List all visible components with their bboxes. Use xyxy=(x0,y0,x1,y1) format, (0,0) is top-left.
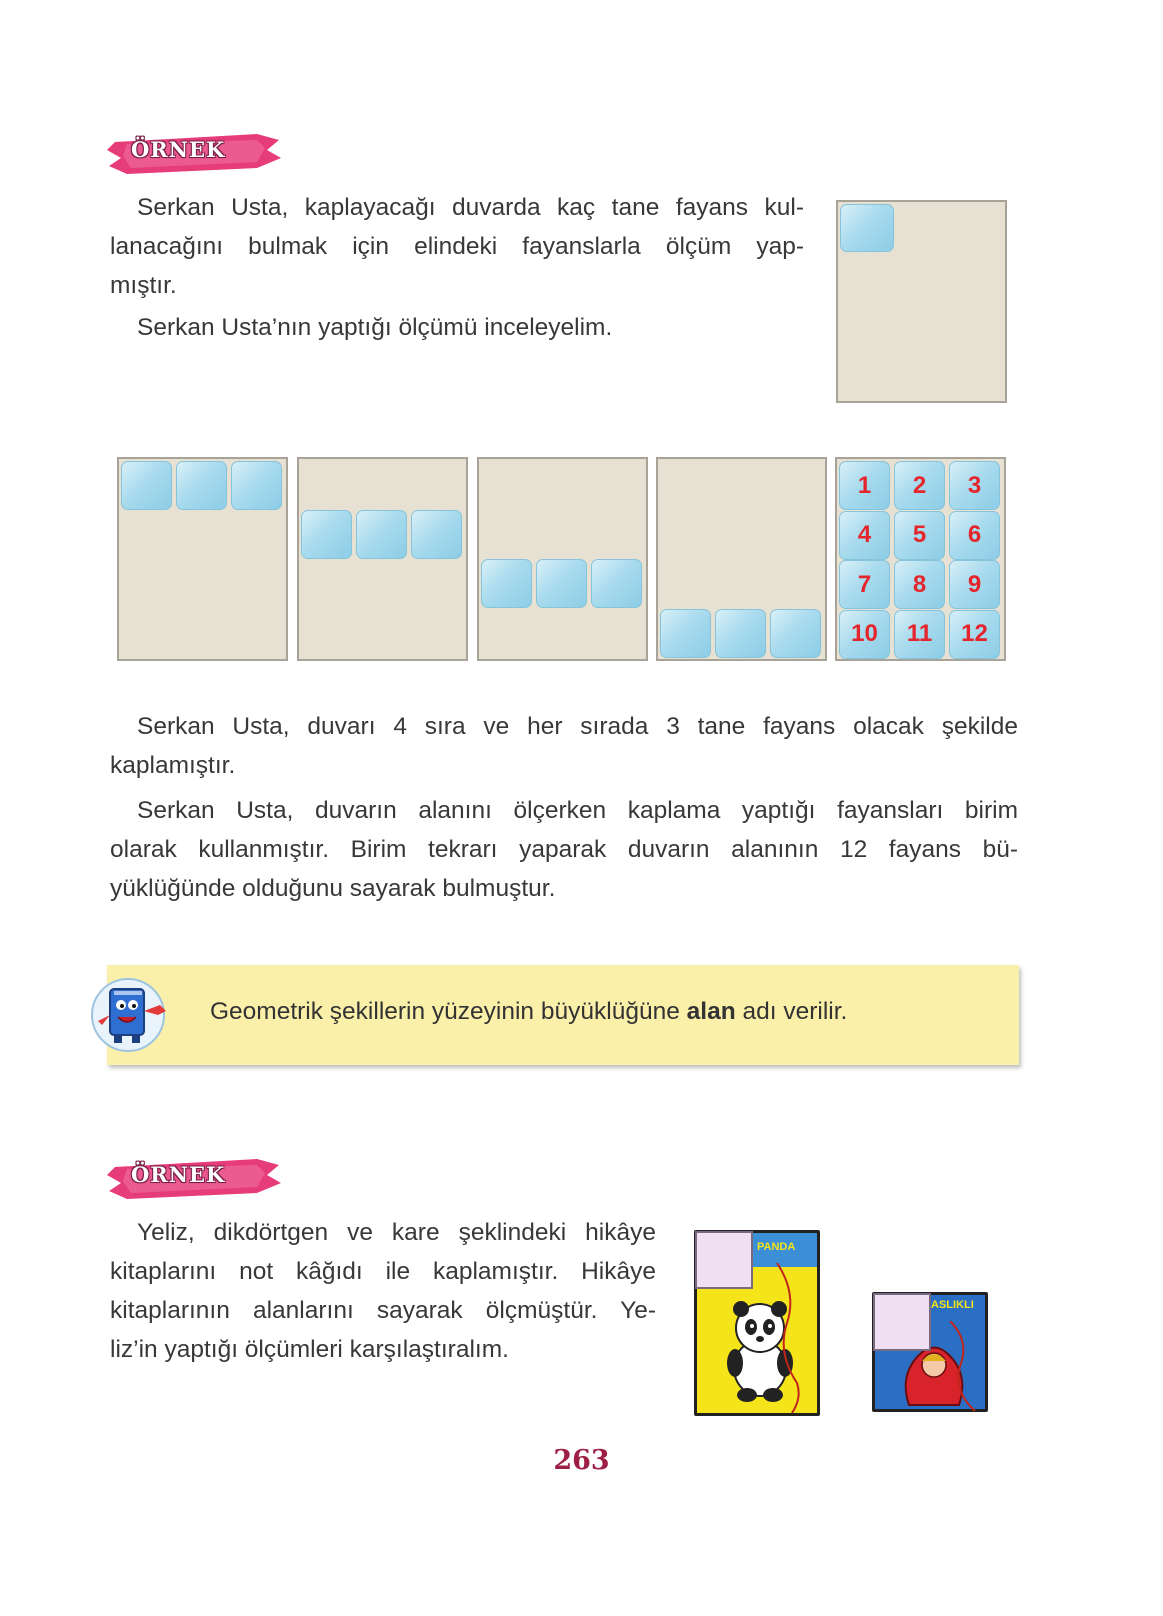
numbered-tile: 10 xyxy=(839,610,890,659)
text-line: Serkan Usta, kaplayacağı duvarda kaç tane fayans kul- xyxy=(137,194,804,221)
numbered-tile: 7 xyxy=(839,560,890,609)
numbered-tile: 9 xyxy=(949,560,1000,609)
example1-paragraph2: Serkan Usta’nın yaptığı ölçümü inceleyelim. xyxy=(137,314,613,341)
tile xyxy=(121,461,172,510)
book-string-decoration xyxy=(945,1321,985,1411)
wall-numbered-tiles xyxy=(835,457,1006,661)
tile xyxy=(715,609,766,658)
numbered-tile: 4 xyxy=(839,511,890,560)
text-line: mıştır. xyxy=(110,272,177,299)
book-title: ASLIKLI xyxy=(931,1299,974,1311)
explanation-paragraph-1 xyxy=(110,707,1018,785)
numbered-tile: 6 xyxy=(949,511,1000,560)
example-badge xyxy=(107,128,282,178)
definition-term: alan xyxy=(686,998,736,1025)
book-mascot-icon xyxy=(90,975,174,1053)
definition-text xyxy=(210,998,847,1026)
numbered-tile: 11 xyxy=(894,610,945,659)
tile xyxy=(840,204,894,252)
example-badge-label: ÖRNEK xyxy=(131,137,226,162)
text-line: kaplamıştır. xyxy=(110,752,236,779)
text-line: liz’in yaptığı ölçümleri karşılaştıralım. xyxy=(110,1336,509,1363)
wall-single-tile xyxy=(836,200,1007,403)
tile xyxy=(176,461,227,510)
tile xyxy=(411,510,462,559)
numbered-tile: 2 xyxy=(894,461,945,510)
wall-row-3 xyxy=(477,457,648,661)
definition-text-end: adı verilir. xyxy=(735,998,848,1025)
tile xyxy=(231,461,282,510)
text-line: olarak kullanmıştır. Birim tekrarı yaparak duvarın alanının 12 fayans bü- xyxy=(110,836,1018,863)
numbered-tile: 3 xyxy=(949,461,1000,510)
wall-row-4 xyxy=(656,457,827,661)
tile xyxy=(770,609,821,658)
example2-paragraph xyxy=(110,1213,656,1369)
tile xyxy=(356,510,407,559)
text-line: lanacağını bulmak için elindeki fayanslarla ölçüm yap- xyxy=(110,233,804,260)
book-title: PANDA xyxy=(757,1241,796,1253)
red-hood-book xyxy=(872,1292,988,1412)
explanation-paragraph-2 xyxy=(110,791,1018,908)
text-line: yüklüğünde olduğunu sayarak bulmuştur. xyxy=(110,875,556,902)
tile xyxy=(536,559,587,608)
wall-row-1 xyxy=(117,457,288,661)
numbered-tile: 12 xyxy=(949,610,1000,659)
book-string-decoration xyxy=(767,1263,807,1413)
numbered-tile: 1 xyxy=(839,461,890,510)
panda-book xyxy=(694,1230,820,1416)
tile xyxy=(591,559,642,608)
example-badge-label: ÖRNEK xyxy=(131,1162,226,1187)
definition-callout xyxy=(107,965,1019,1065)
sticky-note xyxy=(695,1231,753,1289)
text-line: kitaplarının alanlarını sayarak ölçmüştür. Ye- xyxy=(110,1297,656,1324)
sticky-note xyxy=(873,1293,931,1351)
text-line: Serkan Usta, duvarın alanını ölçerken kaplama yaptığı fayansları birim xyxy=(137,797,1018,824)
text-line: kitaplarını not kâğıdı ile kaplamıştır. Hikâye xyxy=(110,1258,656,1285)
text-line: Serkan Usta, duvarı 4 sıra ve her sırada 3 tane fayans olacak şekilde xyxy=(137,713,1018,740)
tile xyxy=(301,510,352,559)
numbered-tile: 8 xyxy=(894,560,945,609)
definition-text-start: Geometrik şekillerin yüzeyinin büyüklüğüne xyxy=(210,998,687,1025)
wall-row-2 xyxy=(297,457,468,661)
example-badge xyxy=(107,1153,282,1203)
numbered-tile: 5 xyxy=(894,511,945,560)
tile xyxy=(481,559,532,608)
example1-paragraph xyxy=(110,188,804,305)
tile xyxy=(660,609,711,658)
text-line: Yeliz, dikdörtgen ve kare şeklindeki hikâye xyxy=(137,1219,656,1246)
page-number: 263 xyxy=(553,1445,610,1476)
